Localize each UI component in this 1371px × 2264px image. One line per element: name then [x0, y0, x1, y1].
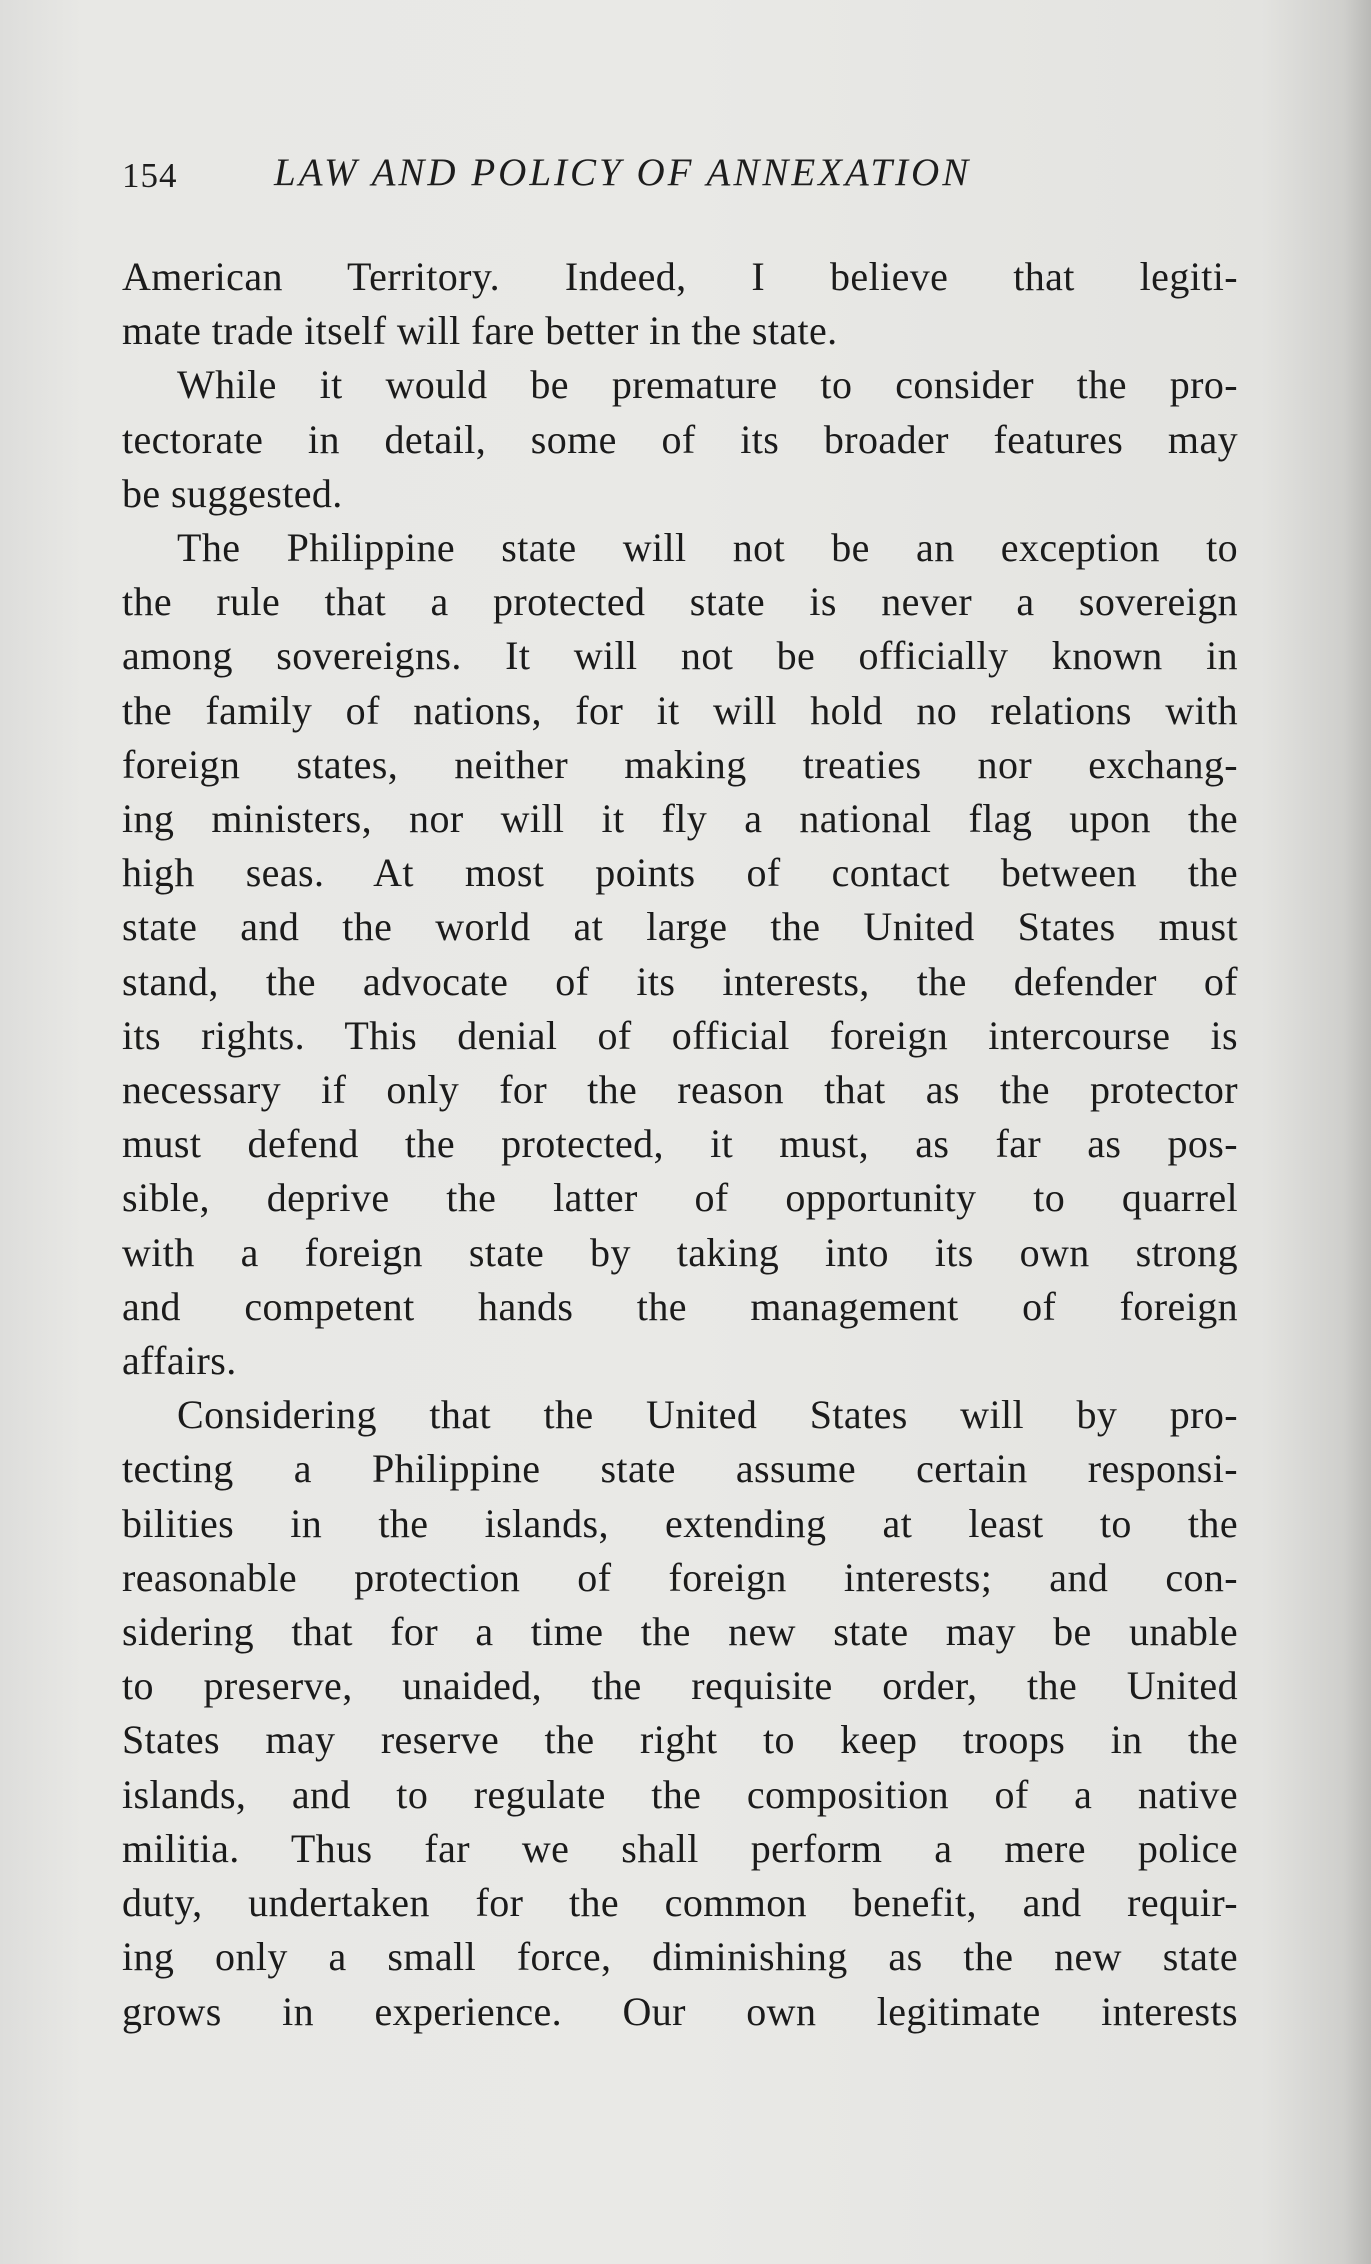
running-head: [122, 150, 1242, 210]
body-text: [122, 250, 1238, 2039]
text-line: sible, deprive the latter of opportunity to quarrel: [122, 1175, 1238, 1221]
text-line: the rule that a protected state is never a sovereign: [122, 579, 1238, 625]
text-line: Considering that the United States will by pro-: [177, 1392, 1238, 1438]
text-line: and competent hands the management of foreign: [122, 1283, 1238, 1329]
text-line: with a foreign state by taking into its own strong: [122, 1229, 1238, 1275]
text-line: be suggested.: [122, 470, 343, 516]
text-line: States may reserve the right to keep troops in the: [122, 1717, 1238, 1763]
text-line: affairs.: [122, 1338, 237, 1384]
text-line: ing only a small force, diminishing as the new state: [122, 1934, 1238, 1980]
text-line: foreign states, neither making treaties nor exchang-: [122, 741, 1238, 787]
running-title: LAW AND POLICY OF ANNEXATION: [274, 151, 972, 194]
text-line: to preserve, unaided, the requisite order, the United: [122, 1663, 1238, 1709]
paragraph-4: [122, 1388, 1238, 2038]
text-line: must defend the protected, it must, as far as pos-: [122, 1121, 1238, 1167]
text-line: While it would be premature to consider the pro-: [177, 362, 1238, 408]
paragraph-2: [122, 358, 1238, 521]
text-line: its rights. This denial of official foreign intercourse is: [122, 1012, 1238, 1058]
text-line: bilities in the islands, extending at least to the: [122, 1500, 1238, 1546]
text-line: militia. Thus far we shall perform a mere police: [122, 1825, 1238, 1871]
text-line: American Territory. Indeed, I believe that legiti-: [122, 254, 1238, 299]
text-line: tectorate in detail, some of its broader features may: [122, 416, 1238, 462]
text-line: duty, undertaken for the common benefit, and requir-: [122, 1880, 1238, 1926]
text-line: ing ministers, nor will it fly a national flag upon the: [122, 796, 1238, 842]
text-line: mate trade itself will fare better in the state.: [122, 308, 838, 354]
text-line: reasonable protection of foreign interests; and con-: [122, 1554, 1238, 1600]
text-line: high seas. At most points of contact between the: [122, 850, 1238, 896]
page-number: 154: [122, 156, 178, 195]
text-line: The Philippine state will not be an exception to: [177, 525, 1238, 571]
text-line: state and the world at large the United States must: [122, 904, 1238, 950]
paragraph-1: [122, 250, 1238, 358]
text-line: among sovereigns. It will not be officially known in: [122, 633, 1238, 679]
text-line: islands, and to regulate the composition of a native: [122, 1771, 1238, 1817]
text-line: stand, the advocate of its interests, the defender of: [122, 958, 1238, 1004]
text-line: sidering that for a time the new state may be unable: [122, 1609, 1238, 1655]
text-line: tecting a Philippine state assume certain responsi-: [122, 1446, 1238, 1492]
paragraph-3: [122, 521, 1238, 1388]
text-line: necessary if only for the reason that as the protector: [122, 1067, 1238, 1113]
text-line: grows in experience. Our own legitimate interests: [122, 1988, 1238, 2034]
text-line: the family of nations, for it will hold no relations with: [122, 687, 1238, 733]
